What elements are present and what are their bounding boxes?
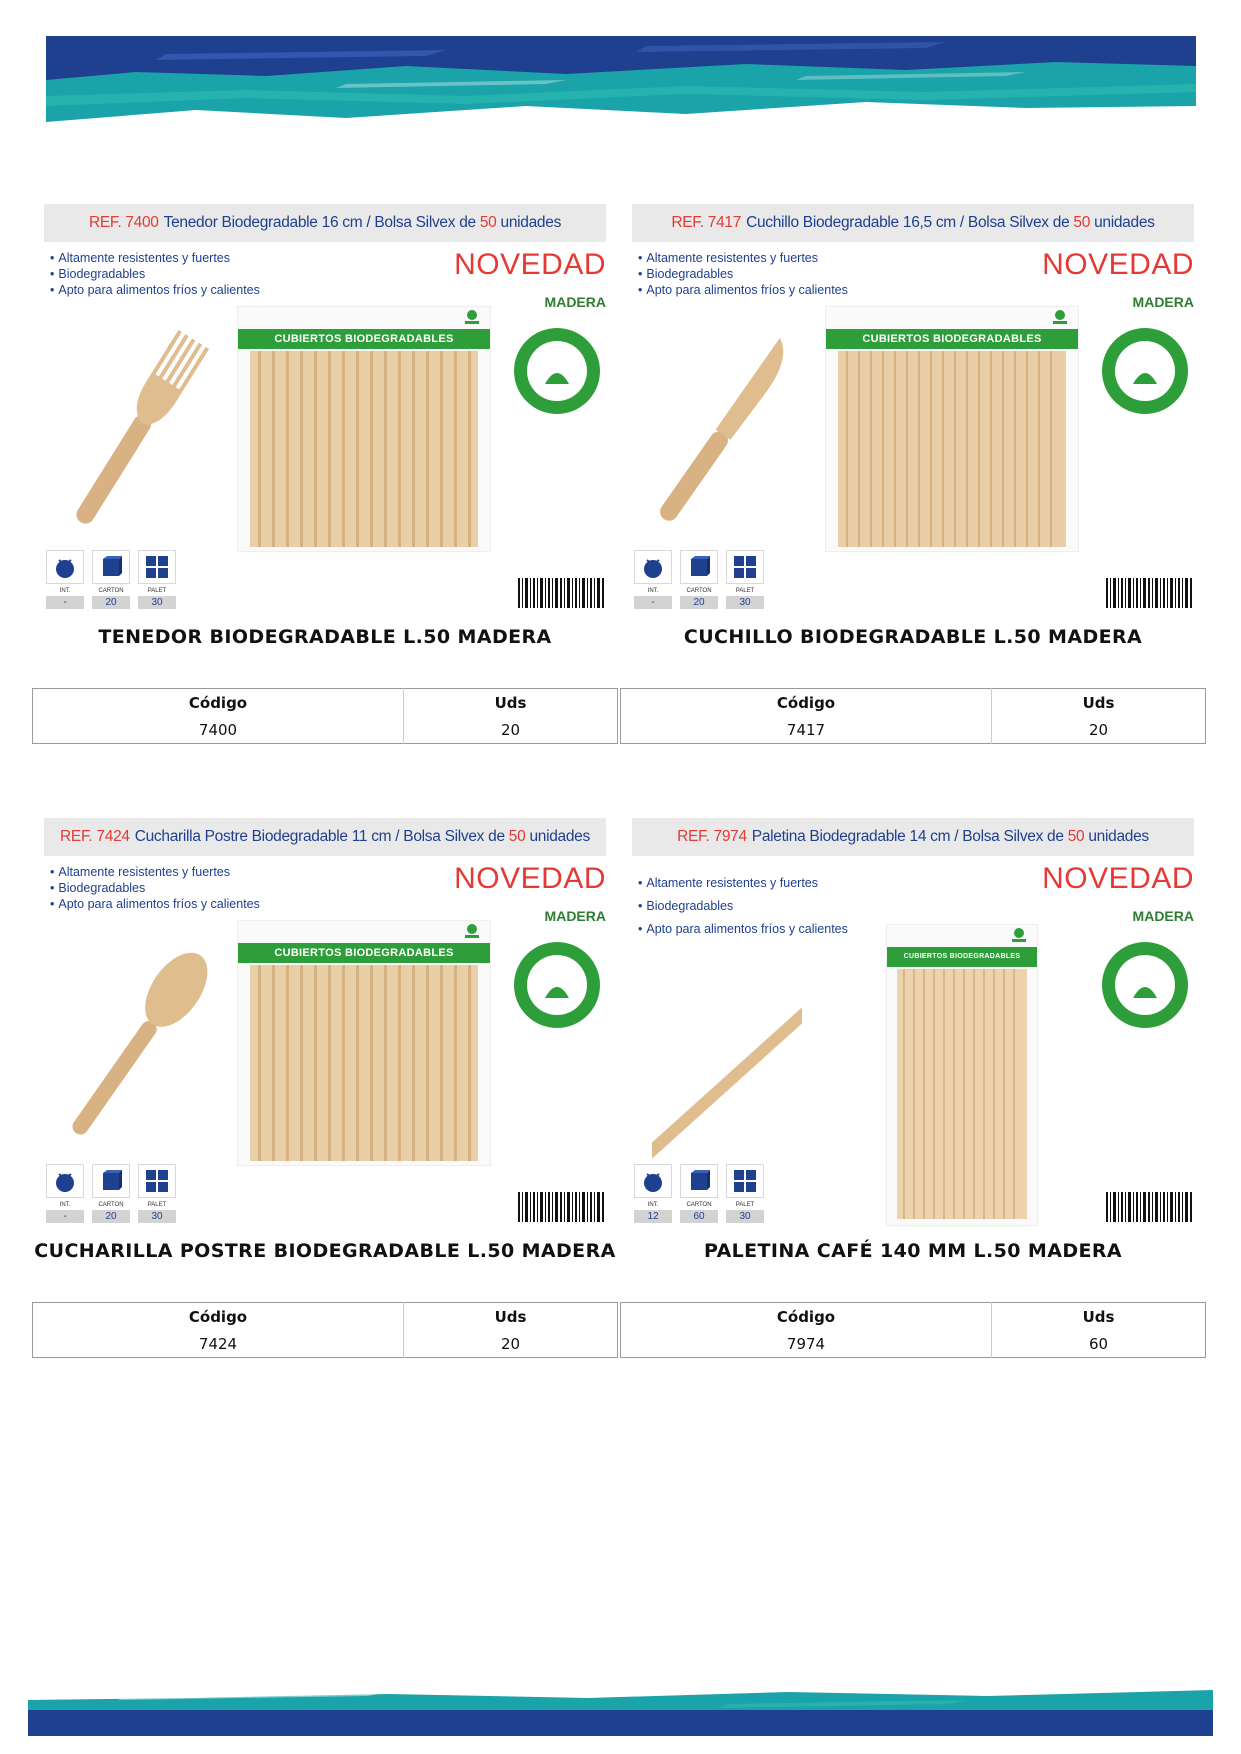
logistics-carton: CARTON 20 [92, 1164, 130, 1223]
codigo-value: 7400 [33, 716, 404, 744]
codigo-header: Código [33, 689, 404, 717]
ref-code: REF. 7417 [671, 214, 742, 231]
ref-description: Cucharilla Postre Biodegradable 11 cm / Bolsa Silvex de [134, 828, 505, 845]
carton-box-icon [92, 1164, 130, 1198]
feature-item: • Biodegradables [50, 880, 260, 896]
carton-box-icon [92, 550, 130, 584]
product-card [632, 818, 1194, 1226]
biodegradable-badge-icon [512, 940, 602, 1030]
int-value: - [46, 1210, 84, 1223]
ref-banner [44, 818, 606, 856]
uds-value: 20 [500, 720, 521, 739]
silvex-logo-icon [462, 309, 482, 325]
product-package [886, 924, 1038, 1226]
biodegradable-badge-icon [1100, 940, 1190, 1030]
ref-unit: unidades [500, 214, 562, 231]
feature-item: • Altamente resistentes y fuertes [50, 864, 260, 880]
codigo-header: Código [621, 1303, 992, 1331]
feature-list [50, 864, 260, 912]
biodegradable-badge-icon [1100, 326, 1190, 416]
ref-unit: unidades [1088, 828, 1149, 845]
product-title: CUCHILLO BIODEGRADABLE L.50 MADERA [683, 626, 1143, 648]
novedad-label: NOVEDAD [1042, 862, 1194, 895]
ref-code: REF. 7424 [60, 828, 130, 845]
fork-icon [64, 314, 214, 544]
bag-icon [46, 550, 84, 584]
carton-value: 20 [680, 596, 718, 609]
spec-table [32, 1302, 618, 1358]
silvex-logo-icon [462, 923, 482, 939]
spoon-icon [64, 928, 214, 1158]
codigo-value: 7424 [33, 1330, 404, 1358]
novedad-label: NOVEDAD [454, 862, 606, 895]
spec-value-row [621, 1330, 1206, 1358]
ref-count: 50 [1073, 214, 1091, 231]
logistics-carton: CARTON 20 [92, 550, 130, 609]
product-title: PALETINA CAFÉ 140 MM L.50 MADERA [703, 1240, 1123, 1262]
feature-item: • Altamente resistentes y fuertes [638, 250, 848, 266]
pallet-grid-icon [726, 1164, 764, 1198]
feature-item: • Biodegradables [638, 266, 848, 282]
logistics-int: INT. - [634, 550, 672, 609]
product-title: CUCHARILLA POSTRE BIODEGRADABLE L.50 MADERA [34, 1240, 616, 1262]
spec-value-row [33, 716, 618, 744]
novedad-label: NOVEDAD [454, 248, 606, 281]
package-label: CUBIERTOS BIODEGRADABLES [887, 947, 1037, 967]
bag-icon [634, 550, 672, 584]
ref-code: REF. 7400 [88, 214, 159, 231]
feature-item: • Apto para alimentos fríos y calientes [638, 918, 848, 941]
package-label: CUBIERTOS BIODEGRADABLES [826, 329, 1078, 349]
ref-unit: unidades [529, 828, 590, 845]
ref-count: 50 [1067, 828, 1085, 845]
spec-header-row [33, 689, 618, 717]
ref-description: Paletina Biodegradable 14 cm / Bolsa Silvex de [751, 828, 1064, 845]
silvex-logo-icon [1009, 927, 1029, 943]
product-card [632, 204, 1194, 612]
pallet-grid-icon [138, 1164, 176, 1198]
logistics-int: INT. - [46, 550, 84, 609]
material-label: MADERA [1132, 294, 1194, 310]
bag-icon [46, 1164, 84, 1198]
int-value: - [634, 596, 672, 609]
palet-value: 30 [138, 596, 176, 609]
product-card [44, 818, 606, 1226]
ref-banner [632, 818, 1194, 856]
logistics-int: INT. 12 [634, 1164, 672, 1223]
spec-header-row [621, 689, 1206, 717]
logistics-palet: PALET 30 [138, 550, 176, 609]
product-package [825, 306, 1079, 552]
footer-brush-band [28, 1690, 1213, 1736]
codigo-value: 7974 [621, 1330, 992, 1358]
uds-value: 20 [500, 1334, 521, 1353]
codigo-header: Código [621, 689, 992, 717]
feature-item: • Apto para alimentos fríos y calientes [638, 282, 848, 298]
feature-item: • Biodegradables [50, 266, 260, 282]
ref-code: REF. 7974 [677, 828, 747, 845]
ref-count: 50 [479, 214, 497, 231]
feature-list [50, 250, 260, 298]
int-value: 12 [634, 1210, 672, 1223]
logistics-carton: CARTON 20 [680, 550, 718, 609]
logistics-info [634, 550, 774, 612]
knife-icon [652, 314, 802, 544]
uds-header: Uds [494, 693, 527, 712]
product-package [237, 306, 491, 552]
logistics-carton: CARTON 60 [680, 1164, 718, 1223]
barcode-icon [516, 578, 606, 612]
product-title: TENEDOR BIODEGRADABLE L.50 MADERA [98, 626, 552, 648]
package-cutlery-image [250, 965, 478, 1161]
ref-count: 50 [508, 828, 526, 845]
barcode-icon [516, 1192, 606, 1226]
feature-item: • Biodegradables [638, 895, 848, 918]
header-brush-band [46, 36, 1196, 126]
feature-list [638, 872, 848, 941]
palet-value: 30 [726, 1210, 764, 1223]
package-cutlery-image [250, 351, 478, 547]
logistics-info [46, 550, 186, 612]
spec-header-row [33, 1303, 618, 1331]
ref-unit: unidades [1094, 214, 1155, 231]
product-card [44, 204, 606, 612]
uds-header: Uds [1082, 1307, 1115, 1326]
uds-header: Uds [494, 1307, 527, 1326]
bag-icon [634, 1164, 672, 1198]
pallet-grid-icon [138, 550, 176, 584]
logistics-info [46, 1164, 186, 1226]
carton-box-icon [680, 550, 718, 584]
feature-item: • Apto para alimentos fríos y calientes [50, 282, 260, 298]
feature-item: • Altamente resistentes y fuertes [50, 250, 260, 266]
feature-item: • Apto para alimentos fríos y calientes [50, 896, 260, 912]
codigo-header: Código [33, 1303, 404, 1331]
carton-value: 20 [92, 596, 130, 609]
logistics-palet: PALET 30 [726, 1164, 764, 1223]
carton-value: 20 [92, 1210, 130, 1223]
package-stirrers-image [897, 969, 1027, 1219]
carton-box-icon [680, 1164, 718, 1198]
package-label: CUBIERTOS BIODEGRADABLES [238, 329, 490, 349]
spec-table [620, 688, 1206, 744]
spec-header-row [621, 1303, 1206, 1331]
spec-table [32, 688, 618, 744]
ref-banner [44, 204, 606, 242]
codigo-value: 7417 [621, 716, 992, 744]
spec-value-row [33, 1330, 618, 1358]
palet-value: 30 [138, 1210, 176, 1223]
material-label: MADERA [544, 294, 606, 310]
biodegradable-badge-icon [512, 326, 602, 416]
logistics-info [634, 1164, 774, 1226]
pallet-grid-icon [726, 550, 764, 584]
package-cutlery-image [838, 351, 1066, 547]
spec-value-row [621, 716, 1206, 744]
ref-description: Cuchillo Biodegradable 16,5 cm / Bolsa Silvex de [746, 214, 1070, 231]
ref-description: Tenedor Biodegradable 16 cm / Bolsa Silvex de [163, 214, 476, 231]
palet-value: 30 [726, 596, 764, 609]
material-label: MADERA [1132, 908, 1194, 924]
novedad-label: NOVEDAD [1042, 248, 1194, 281]
uds-value: 60 [1088, 1334, 1109, 1353]
uds-header: Uds [1082, 693, 1115, 712]
silvex-logo-icon [1050, 309, 1070, 325]
int-value: - [46, 596, 84, 609]
feature-list [638, 250, 848, 298]
uds-value: 20 [1088, 720, 1109, 739]
carton-value: 60 [680, 1210, 718, 1223]
package-label: CUBIERTOS BIODEGRADABLES [238, 943, 490, 963]
product-package [237, 920, 491, 1166]
logistics-int: INT. - [46, 1164, 84, 1223]
spec-table [620, 1302, 1206, 1358]
logistics-palet: PALET 30 [138, 1164, 176, 1223]
logistics-palet: PALET 30 [726, 550, 764, 609]
barcode-icon [1104, 1192, 1194, 1226]
ref-banner [632, 204, 1194, 242]
material-label: MADERA [544, 908, 606, 924]
barcode-icon [1104, 578, 1194, 612]
feature-item: • Altamente resistentes y fuertes [638, 872, 848, 895]
